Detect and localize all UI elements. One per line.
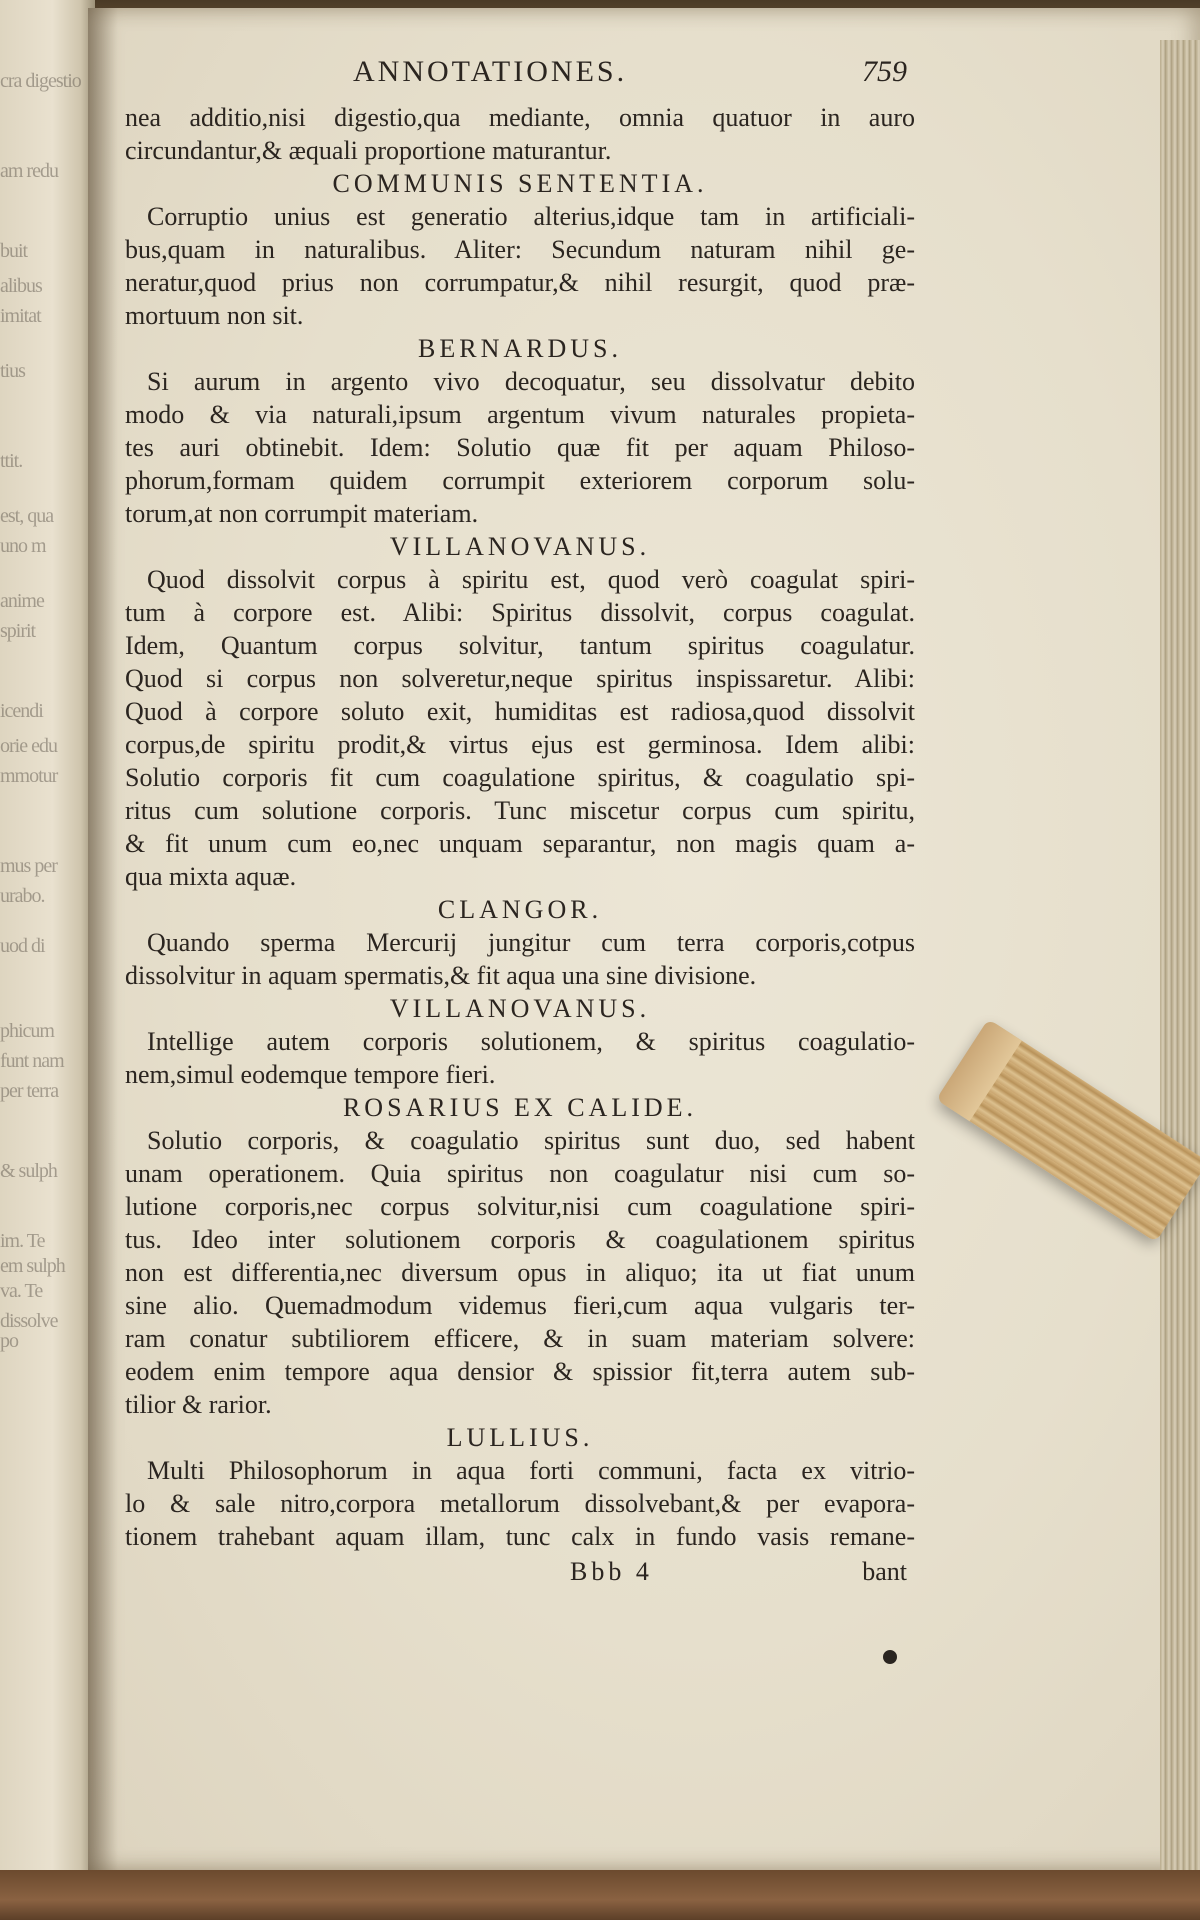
text-line: circundantur,& æquali proportione maturantur.: [125, 136, 612, 165]
left-page-text-fragment: anime: [0, 590, 44, 612]
text-line: tionem trahebant aquam illam, tunc calx in fundo vasis remane-: [125, 1522, 915, 1551]
left-page-text-fragment: po: [0, 1330, 18, 1352]
left-page-text-fragment: ttit.: [0, 450, 23, 472]
signature-line: [125, 1555, 915, 1593]
text-line: ritus cum solutione corporis. Tunc miscetur corpus cum spiritu,: [125, 796, 915, 825]
text-line: dissolvitur in aquam spermatis,& fit aqua una sine divisione.: [125, 961, 757, 990]
text-line: nem,simul eodemque tempore fieri.: [125, 1060, 496, 1089]
left-page-text-fragment: urabo.: [0, 885, 45, 907]
left-page-text-fragment: est, qua: [0, 505, 54, 527]
left-page-text-fragment: per terra: [0, 1080, 59, 1102]
section-heading: LULLIUS.: [446, 1423, 594, 1452]
text-line: eodem enim tempore aqua densior & spissior fit,terra autem sub-: [125, 1357, 915, 1386]
left-page-text-fragment: funt nam: [0, 1050, 64, 1072]
text-line: Intellige autem corporis solutionem, & spiritus coagulatio-: [147, 1027, 915, 1056]
signature-mark: Bbb 4: [570, 1557, 653, 1586]
text-line: torum,at non corrumpit materiam.: [125, 499, 479, 528]
text-line: non est differentia,nec diversum opus in aliquo; ita ut fiat unum: [125, 1258, 915, 1287]
text-line: Quod si corpus non solveretur,neque spiritus inspissaretur. Alibi:: [125, 664, 915, 693]
running-title: ANNOTATIONES.: [353, 55, 628, 88]
text-line: tus. Ideo inter solutionem corporis & coagulationem spiritus: [125, 1225, 915, 1254]
text-line: Idem, Quantum corpus solvitur, tantum spiritus coagulatur.: [125, 631, 915, 660]
text-line: Multi Philosophorum in aqua forti communi, facta ex vitrio-: [147, 1456, 915, 1485]
text-line: Corruptio unius est generatio alterius,idque tam in artificiali-: [147, 202, 915, 231]
left-page-text-fragment: uno m: [0, 535, 46, 557]
section-heading: CLANGOR.: [437, 895, 603, 924]
left-page-text-fragment: tius: [0, 360, 25, 382]
text-line: Solutio corporis, & coagulatio spiritus sunt duo, sed habent: [147, 1126, 915, 1155]
left-page-text-fragment: dissolve: [0, 1310, 58, 1332]
left-page-text-fragment: buit: [0, 240, 28, 262]
text-line: Quod à corpore soluto exit, humiditas est radiosa,quod dissolvit: [125, 697, 915, 726]
left-page-text-fragment: imitat: [0, 305, 41, 327]
section-heading: VILLANOVANUS.: [389, 532, 651, 561]
page-edges: [1160, 40, 1200, 1870]
text-line: tum à corpore est. Alibi: Spiritus dissolvit, corpus coagulat.: [125, 598, 915, 627]
text-line: Solutio corporis fit cum coagulatione spiritus, & coagulatio spi-: [125, 763, 915, 792]
section-heading: VILLANOVANUS.: [389, 994, 651, 1023]
section-heading: BERNARDUS.: [418, 334, 622, 363]
section-heading: COMMUNIS SENTENTIA.: [332, 169, 708, 198]
text-line: sine alio. Quemadmodum videmus fieri,cum aqua vulgaris ter-: [125, 1291, 915, 1320]
section-heading: ROSARIUS EX CALIDE.: [342, 1093, 698, 1122]
text-line: Quando sperma Mercurij jungitur cum terra corporis,cotpus: [147, 928, 915, 957]
text-block: [125, 55, 915, 1593]
left-page-text-fragment: & sulph: [0, 1160, 57, 1182]
left-page-text-fragment: am redu: [0, 160, 58, 182]
left-page-text-fragment: orie edu: [0, 735, 57, 757]
text-line: unam operationem. Quia spiritus non coagulatur nisi cum so-: [125, 1159, 915, 1188]
left-page-text-fragment: mus per: [0, 855, 57, 877]
text-line: neratur,quod prius non corrumpatur,& nihil resurgit, quod præ-: [125, 268, 915, 297]
catchword: bant: [862, 1557, 907, 1586]
text-line: modo & via naturali,ipsum argentum vivum naturales propieta-: [125, 400, 915, 429]
text-line: mortuum non sit.: [125, 301, 304, 330]
left-page-text-fragment: uod di: [0, 935, 45, 957]
left-page-text-fragment: icendi: [0, 700, 43, 722]
gutter-shadow: [88, 8, 118, 1870]
text-line: qua mixta aquæ.: [125, 862, 297, 891]
left-page-text-fragment: phicum: [0, 1020, 54, 1042]
left-page-text-fragment: spirit: [0, 620, 36, 642]
text-line: corpus,de spiritu prodit,& virtus ejus est germinosa. Idem alibi:: [125, 730, 915, 759]
text-line: ram conatur subtiliorem efficere, & in suam materiam solvere:: [125, 1324, 915, 1353]
left-page-text-fragment: mmotur: [0, 765, 58, 787]
left-page-text-fragment: im. Te: [0, 1230, 45, 1252]
table-surface-bottom: [0, 1870, 1200, 1920]
text-line: & fit unum cum eo,nec unquam separantur, non magis quam a-: [125, 829, 915, 858]
text-line: nea additio,nisi digestio,qua mediante, omnia quatuor in auro: [125, 103, 915, 132]
left-page-text-fragment: em sulph: [0, 1255, 65, 1277]
running-head: [125, 55, 915, 101]
text-line: lutione corporis,nec corpus solvitur,nisi cum coagulatione spiri-: [125, 1192, 915, 1221]
page-number: 759: [862, 55, 907, 88]
ink-blot: [883, 1650, 897, 1664]
text-line: Si aurum in argento vivo decoquatur, seu dissolvatur debito: [147, 367, 915, 396]
left-page-text-fragment: va. Te: [0, 1280, 43, 1302]
text-line: lo & sale nitro,corpora metallorum dissolvebant,& per evapora-: [125, 1489, 915, 1518]
text-line: Quod dissolvit corpus à spiritu est, quod verò coagulat spiri-: [147, 565, 915, 594]
text-line: phorum,formam quidem corrumpit exteriorem corporum solu-: [125, 466, 915, 495]
body-text: [125, 101, 915, 1553]
previous-page-fragment: [0, 0, 95, 1880]
text-line: tes auri obtinebit. Idem: Solutio quæ fit per aquam Philoso-: [125, 433, 915, 462]
text-line: bus,quam in naturalibus. Aliter: Secundum naturam nihil ge-: [125, 235, 915, 264]
left-page-text-fragment: cra digestio: [0, 70, 81, 92]
text-line: tilior & rarior.: [125, 1390, 272, 1419]
left-page-text-fragment: alibus: [0, 275, 42, 297]
